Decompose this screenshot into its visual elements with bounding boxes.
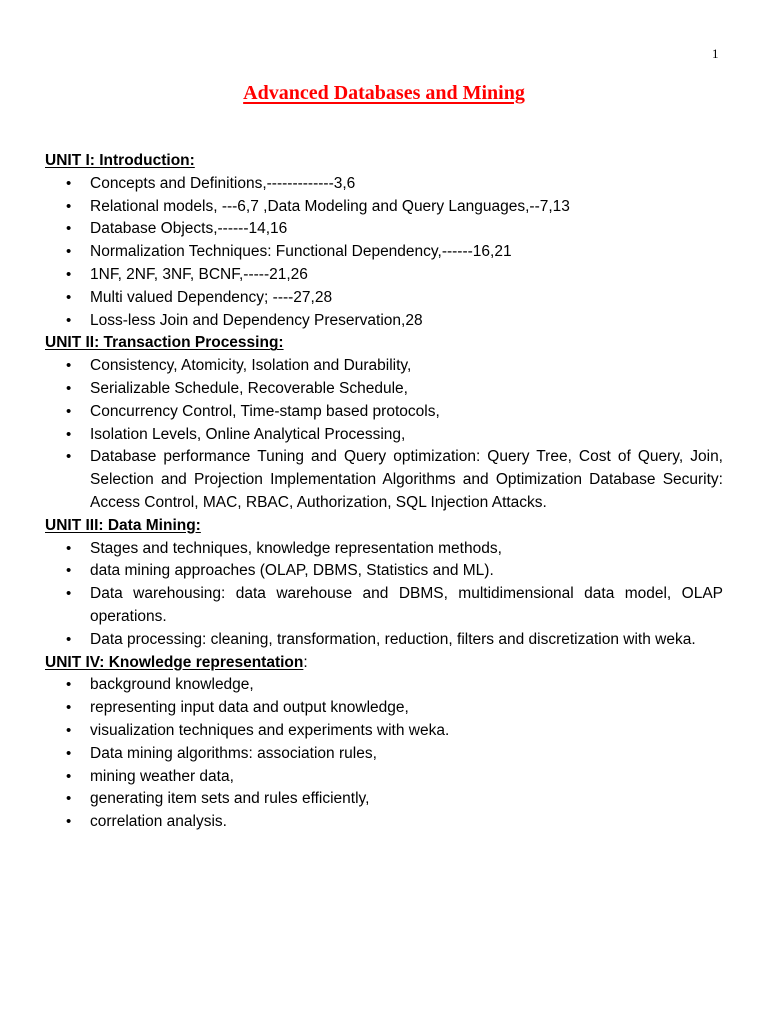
unit-topic-list [45, 674, 723, 834]
list-item [45, 424, 723, 447]
list-item-text: Stages and techniques, knowledge representation methods, [90, 539, 502, 557]
unit-4-section [45, 652, 723, 834]
bullet-icon: • [66, 767, 72, 785]
list-item [45, 743, 723, 766]
unit-heading [45, 652, 723, 675]
list-item [45, 766, 723, 789]
bullet-icon: • [66, 357, 72, 375]
bullet-icon: • [66, 265, 72, 283]
list-item-text: Isolation Levels, Online Analytical Processing, [90, 425, 406, 443]
list-item [45, 378, 723, 401]
list-item-text: mining weather data, [90, 767, 234, 785]
bullet-icon: • [66, 539, 72, 557]
list-item [45, 811, 723, 834]
unit-heading-text: UNIT III: Data Mining: [45, 516, 201, 534]
list-item-text: Concurrency Control, Time-stamp based protocols, [90, 402, 440, 420]
unit-heading [45, 150, 723, 173]
document-title: Advanced Databases and Mining [243, 82, 525, 104]
bullet-icon: • [66, 311, 72, 329]
bullet-icon: • [66, 243, 72, 261]
list-item-text: Concepts and Definitions,-------------3,6 [90, 174, 356, 192]
bullet-icon: • [66, 676, 72, 694]
unit-heading-text: UNIT I: Introduction: [45, 152, 195, 169]
list-item [45, 287, 723, 310]
list-item-text: Multi valued Dependency; ----27,28 [90, 288, 333, 306]
list-item-text: background knowledge, [90, 676, 254, 694]
list-item [45, 173, 723, 196]
bullet-icon: • [66, 699, 72, 717]
list-item-text: Database Objects,------14,16 [90, 220, 288, 238]
unit-2-section [45, 332, 723, 514]
list-item [45, 538, 723, 561]
list-item [45, 401, 723, 424]
bullet-icon: • [66, 197, 72, 215]
bullet-icon: • [66, 402, 72, 420]
syllabus-content [45, 150, 723, 834]
bullet-icon: • [66, 744, 72, 762]
unit-heading [45, 332, 723, 355]
unit-3-section [45, 515, 723, 652]
list-item-text: Loss-less Join and Dependency Preservation,28 [90, 311, 423, 329]
list-item-text: visualization techniques and experiments with weka. [90, 721, 450, 739]
bullet-icon: • [66, 790, 72, 808]
bullet-icon: • [66, 585, 72, 603]
bullet-icon: • [66, 379, 72, 397]
list-item-text: Normalization Techniques: Functional Dependency,------16,21 [90, 243, 512, 261]
list-item [45, 264, 723, 287]
list-item-text: representing input data and output knowledge, [90, 699, 409, 717]
bullet-icon: • [66, 220, 72, 238]
bullet-icon: • [66, 174, 72, 192]
list-item-text: 1NF, 2NF, 3NF, BCNF,-----21,26 [90, 265, 308, 283]
list-item-text: Consistency, Atomicity, Isolation and Durability, [90, 357, 412, 375]
bullet-icon: • [66, 425, 72, 443]
bullet-icon: • [66, 630, 72, 648]
list-item-text: Serializable Schedule, Recoverable Schedule, [90, 379, 408, 397]
list-item-text: Data mining algorithms: association rules, [90, 744, 377, 762]
bullet-icon: • [66, 721, 72, 739]
list-item-text: Database performance Tuning and Query optimization: Query Tree, Cost of Query, Join, Selection and Projection Implementation Algorithms and Optimization Database Security: Access Control, MAC, RBAC, Authorization, SQL Injection Attacks. [90, 448, 723, 511]
list-item [45, 583, 723, 629]
bullet-icon: • [66, 562, 72, 580]
list-item [45, 196, 723, 219]
list-item [45, 446, 723, 514]
list-item [45, 355, 723, 378]
unit-heading-text: UNIT IV: Knowledge representation [45, 653, 304, 671]
bullet-icon: • [66, 813, 72, 831]
list-item-text: correlation analysis. [90, 813, 227, 831]
unit-heading-text: UNIT II: Transaction Processing: [45, 334, 284, 352]
list-item [45, 697, 723, 720]
list-item-text: data mining approaches (OLAP, DBMS, Statistics and ML). [90, 562, 494, 580]
list-item-text: generating item sets and rules efficiently, [90, 790, 370, 808]
unit-heading-suffix: : [303, 653, 308, 671]
list-item [45, 674, 723, 697]
page-number: 1 [712, 46, 719, 61]
bullet-icon: • [66, 448, 72, 466]
list-item [45, 720, 723, 743]
bullet-icon: • [66, 288, 72, 306]
list-item [45, 218, 723, 241]
unit-topic-list [45, 538, 723, 652]
unit-topic-list [45, 173, 723, 333]
list-item [45, 310, 723, 333]
list-item-text: Data warehousing: data warehouse and DBMS, multidimensional data model, OLAP operations. [90, 585, 723, 625]
list-item-text: Relational models, ---6,7 ,Data Modeling and Query Languages,--7,13 [90, 197, 570, 215]
list-item [45, 788, 723, 811]
unit-heading [45, 515, 723, 538]
list-item [45, 241, 723, 264]
list-item [45, 629, 723, 652]
unit-1-section [45, 150, 723, 332]
list-item [45, 560, 723, 583]
unit-topic-list [45, 355, 723, 515]
list-item-text: Data processing: cleaning, transformation, reduction, filters and discretization with weka. [90, 630, 696, 648]
